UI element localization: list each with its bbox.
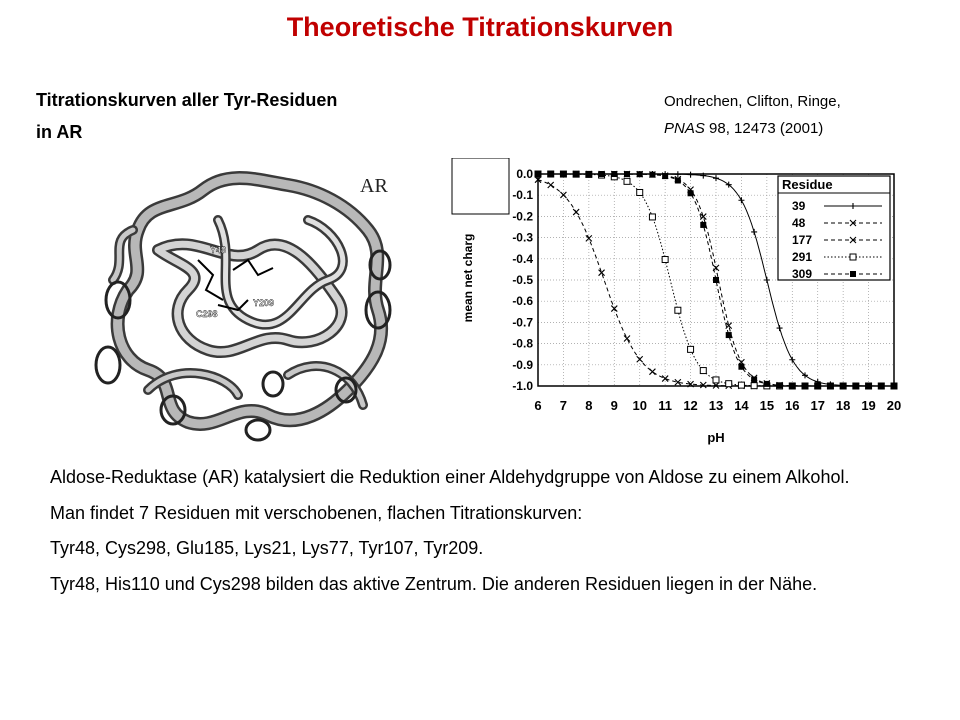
citation-details: 98, 12473 (2001)	[704, 120, 824, 137]
data-point-309	[789, 383, 795, 389]
x-tick-label: 18	[835, 398, 851, 413]
data-point-309	[802, 383, 808, 389]
residue-label-y209: Y209	[253, 298, 275, 308]
data-point-309	[827, 383, 833, 389]
data-point-291	[688, 346, 694, 352]
data-point-309	[738, 364, 744, 370]
data-point-309	[624, 171, 630, 177]
data-point-309	[688, 190, 694, 196]
subtitle-line-1: Titrationskurven aller Tyr-Residuen	[36, 90, 338, 110]
x-tick-label: 15	[759, 398, 775, 413]
data-point-309	[853, 383, 859, 389]
data-point-309	[560, 171, 566, 177]
citation-journal: PNAS	[664, 120, 705, 137]
data-point-39	[764, 277, 770, 283]
legend-marker-309	[850, 271, 856, 277]
data-point-309	[599, 171, 605, 177]
data-point-48	[573, 209, 579, 215]
description-paragraph-3: Tyr48, Cys298, Glu185, Lys21, Lys77, Tyr107, Tyr209.	[50, 538, 484, 558]
figure-subtitle	[36, 84, 337, 148]
legend-title: Residue	[782, 177, 833, 192]
description-paragraph-1: Aldose-Reduktase (AR) katalysiert die Reduktion einer Aldehydgruppe von Aldose zu einem Alkohol.	[50, 467, 850, 487]
data-point-309	[662, 173, 668, 179]
data-point-291	[700, 368, 706, 374]
y-tick-label: -0.8	[512, 336, 533, 351]
data-point-48	[599, 270, 605, 276]
data-point-39	[777, 325, 783, 331]
x-tick-label: 17	[810, 398, 825, 413]
legend-label-177: 177	[792, 233, 813, 247]
description-paragraph-4: Tyr48, His110 und Cys298 bilden das aktive Zentrum. Die anderen Residuen liegen in der Nähe.	[50, 573, 818, 594]
data-point-291	[713, 377, 719, 383]
data-point-39	[738, 197, 744, 203]
x-tick-label: 6	[534, 398, 542, 413]
legend-label-48: 48	[792, 216, 806, 230]
data-point-291	[637, 189, 643, 195]
y-tick-label: 0.0	[516, 167, 533, 181]
data-point-48	[649, 369, 655, 375]
data-point-309	[713, 277, 719, 283]
structure-label-ar: AR	[360, 175, 388, 197]
citation-source	[664, 115, 841, 142]
legend-label-291: 291	[792, 250, 813, 264]
x-tick-label: 10	[632, 398, 647, 413]
data-point-291	[662, 257, 668, 263]
subtitle-line-2: in AR	[36, 122, 83, 142]
data-point-309	[840, 383, 846, 389]
data-point-309	[777, 382, 783, 388]
y-tick-label: -0.2	[512, 209, 533, 224]
data-point-309	[535, 171, 541, 177]
data-point-39	[789, 357, 795, 363]
y-axis-label: mean net charg	[461, 233, 475, 323]
y-tick-label: -0.5	[512, 273, 533, 287]
data-point-309	[548, 171, 554, 177]
data-point-39	[688, 172, 694, 178]
x-tick-label: 12	[683, 398, 698, 413]
data-point-48	[548, 182, 554, 188]
x-tick-label: 9	[610, 398, 618, 413]
x-tick-label: 16	[785, 398, 800, 413]
description-paragraph-2: Man findet 7 Residuen mit verschobenen, flachen Titrationskurven:	[50, 502, 583, 523]
x-tick-label: 13	[708, 398, 724, 413]
data-point-291	[675, 307, 681, 313]
data-point-309	[866, 383, 872, 389]
legend-marker-291	[850, 254, 856, 260]
x-tick-label: 19	[861, 398, 876, 413]
data-point-309	[764, 381, 770, 387]
data-point-39	[713, 175, 719, 181]
x-tick-label: 20	[886, 398, 902, 413]
citation	[664, 88, 841, 142]
legend-label-39: 39	[792, 199, 806, 213]
data-point-309	[700, 222, 706, 228]
data-point-309	[611, 171, 617, 177]
data-point-291	[751, 383, 757, 389]
description	[50, 460, 910, 602]
data-point-309	[573, 171, 579, 177]
slide-title: Theoretische Titrationskurven	[286, 12, 674, 42]
data-point-309	[637, 171, 643, 177]
residue-label-c298: C298	[196, 309, 218, 319]
chart-mask-box	[452, 158, 509, 214]
x-tick-label: 7	[559, 398, 568, 413]
data-point-309	[815, 383, 821, 389]
x-tick-label: 14	[734, 398, 749, 413]
data-point-309	[891, 383, 897, 389]
data-point-291	[649, 214, 655, 220]
titration-chart	[450, 158, 920, 448]
y-tick-label: -0.3	[512, 230, 533, 245]
data-point-39	[751, 229, 757, 235]
residue-label-y48: Y48	[210, 245, 227, 255]
data-point-309	[586, 171, 592, 177]
y-tick-label: -1.0	[512, 379, 533, 393]
y-tick-label: -0.6	[512, 294, 533, 309]
data-point-309	[649, 172, 655, 178]
y-tick-label: -0.9	[512, 357, 533, 372]
y-tick-label: -0.4	[512, 251, 533, 266]
citation-authors: Ondrechen, Clifton, Ringe,	[664, 93, 841, 110]
y-tick-label: -0.1	[512, 188, 533, 203]
x-tick-label: 8	[585, 398, 593, 413]
data-point-291	[738, 382, 744, 388]
data-point-309	[675, 177, 681, 183]
data-point-291	[624, 178, 630, 184]
data-point-309	[726, 332, 732, 338]
data-point-291	[726, 381, 732, 387]
data-point-309	[878, 383, 884, 389]
protein-structure-image	[88, 160, 428, 450]
y-tick-label: -0.7	[512, 315, 533, 330]
data-point-48	[662, 376, 668, 382]
x-tick-label: 11	[658, 398, 673, 413]
data-point-48	[624, 336, 630, 342]
data-point-309	[751, 377, 757, 383]
x-axis-label: pH	[707, 430, 725, 445]
legend-label-309: 309	[792, 267, 813, 281]
